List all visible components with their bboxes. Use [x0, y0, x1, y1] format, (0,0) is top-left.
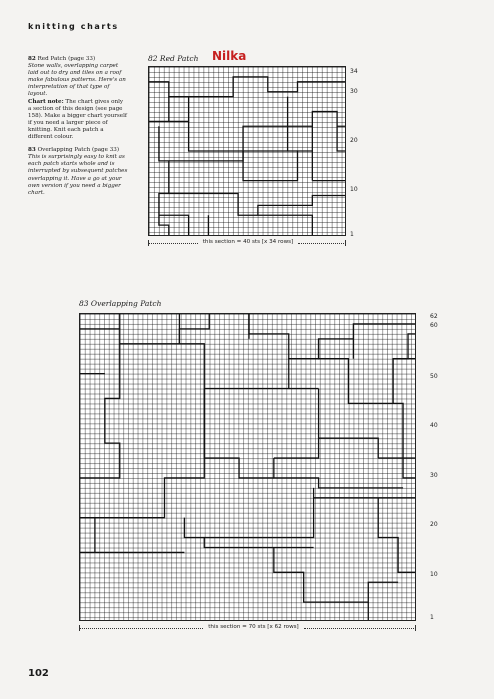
chart-82-row-label: 20 [350, 137, 358, 144]
pattern-82-title: Red Patch (page 33) [37, 56, 96, 62]
chart-83-row-label: 10 [430, 571, 438, 578]
chart-82-section-caption: this section = 40 sts [x 34 rows] [202, 239, 294, 245]
pattern-82-entry [28, 56, 128, 141]
chart-82-grid [148, 66, 346, 236]
chart-83-section-caption: this section = 70 sts [x 62 rows] [208, 624, 299, 630]
chart-83-patch-lines [80, 314, 415, 620]
chart-83-row-label: 30 [430, 472, 438, 479]
chart-82-row-label: 34 [350, 68, 358, 75]
sidebar-text [28, 56, 128, 203]
chart-83-title: 83 Overlapping Patch [79, 299, 162, 308]
pattern-83-entry [28, 147, 128, 197]
chart-83-row-label: 40 [430, 422, 438, 429]
chart-note-label: Chart note: [28, 98, 64, 105]
pattern-82-number: 82 [28, 56, 36, 62]
chart-83-section-line [304, 628, 416, 629]
pattern-83-title: Overlapping Patch (page 33) [37, 147, 120, 154]
pattern-83-number: 83 [28, 147, 36, 154]
chart-82-row-label: 1 [350, 231, 354, 238]
chart-83-grid [79, 313, 416, 621]
chart-83-row-label: 62 [430, 313, 438, 320]
pattern-82-description: Stone walls, overlapping carpet laid out to dry and tiles on a roof make fabulous patterns. Here's an interpretation of that type of layout. [28, 63, 126, 98]
chart-83-row-label: 20 [430, 521, 438, 528]
page-number: 102 [28, 668, 49, 679]
chart-82-patch-lines [149, 67, 345, 235]
watermark: Nilka [212, 49, 247, 63]
chart-83-section-line [79, 628, 203, 629]
pattern-83-description: This is surprisingly easy to knit as each patch starts whole and is interrupted by subsequent patches overlapping it. Have a go at your own version if you need a bigger chart. [28, 154, 128, 196]
chart-83-row-label: 60 [430, 322, 438, 329]
chart-82-title: 82 Red Patch [148, 54, 199, 63]
chart-83-row-label: 1 [430, 614, 434, 621]
chart-82-section-line [298, 243, 346, 244]
chart-82-row-label: 30 [350, 88, 358, 95]
running-header: knitting charts [28, 22, 119, 31]
chart-note-text: The chart gives only a section of this design (see page 158). Make a bigger chart yourself if you need a larger piece of knitting. Knit each patch a different colour. [28, 98, 127, 141]
chart-82-row-label: 10 [350, 186, 358, 193]
chart-82-section-line [148, 243, 198, 244]
chart-83-row-label: 50 [430, 373, 438, 380]
